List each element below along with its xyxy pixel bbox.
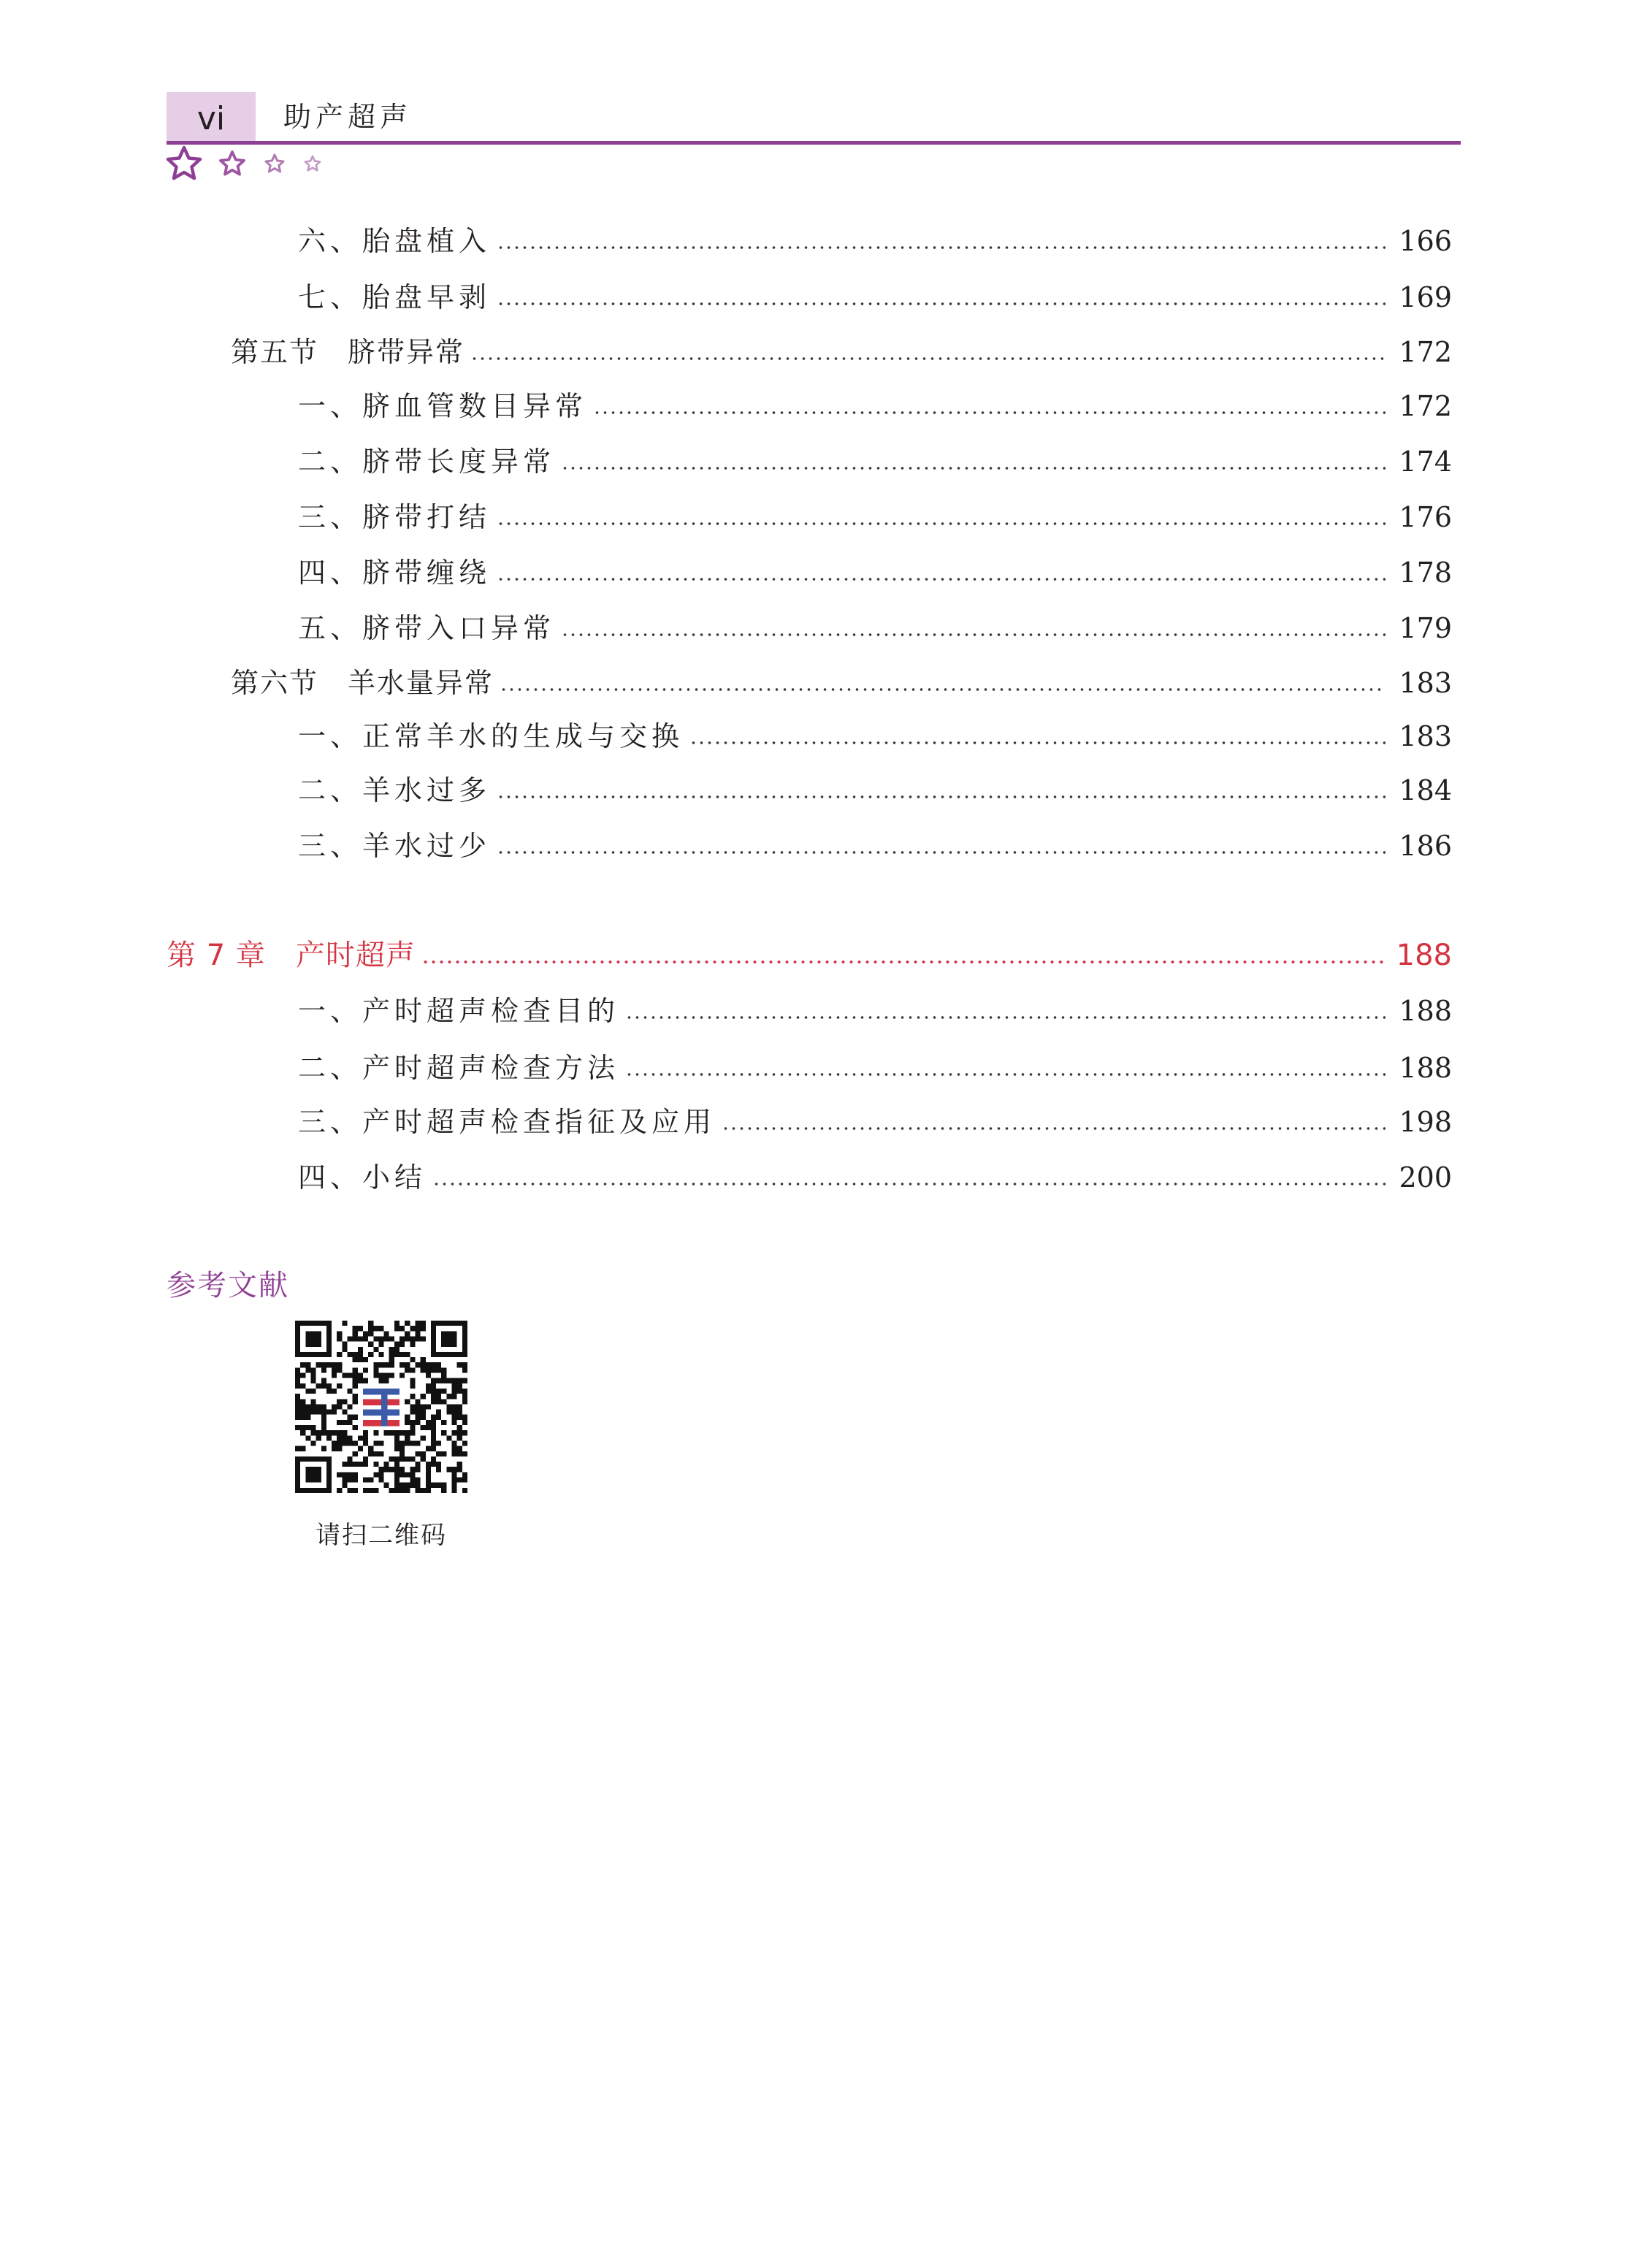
header-book-title: 助产超声 [283,101,413,133]
toc-entry-page: 188 [1396,939,1452,972]
toc-entry-label: 一、产时超声检查目的 [298,995,620,1027]
toc-entry-label: 三、产时超声检查指征及应用 [298,1106,716,1138]
toc-leader-dots [497,795,1385,799]
toc-entry-label: 四、脐带缠绕 [298,557,492,589]
toc-entry-label: 三、羊水过少 [298,830,492,862]
toc-entry[interactable] [298,825,1452,866]
toc-entry-page: 188 [1399,995,1452,1027]
toc-entry[interactable] [298,552,1452,593]
toc-entry-page: 169 [1399,281,1452,313]
toc-leader-dots [625,1015,1385,1020]
toc-entry-page: 186 [1399,830,1452,862]
toc-entry-page: 200 [1399,1161,1452,1194]
toc-entry[interactable] [298,386,1452,427]
toc-entry-label: 一、正常羊水的生成与交换 [298,720,684,752]
toc-entry-page: 176 [1399,501,1452,533]
toc-leader-dots [470,356,1385,361]
toc-entry-label: 五、脐带入口异常 [298,612,556,644]
toc-entry-label: 二、脐带长度异常 [298,446,556,478]
toc-entry[interactable] [298,277,1452,318]
toc-leader-dots [722,1126,1385,1131]
toc-entry-label: 七、胎盘早剥 [298,281,492,313]
toc-entry[interactable] [231,663,1452,703]
toc-entry[interactable] [167,935,1452,976]
toc-entry-page: 166 [1399,225,1452,257]
toc-entry[interactable] [298,990,1452,1031]
toc-entry[interactable] [298,1101,1452,1142]
toc-entry-page: 174 [1399,446,1452,478]
toc-entry-label: 第 7 章 产时超声 [167,939,416,972]
toc-entry-label: 一、脐血管数目异常 [298,390,588,422]
toc-entry[interactable] [298,770,1452,811]
toc-entry-label: 第六节 羊水量异常 [231,667,494,699]
toc-entry-label: 六、胎盘植入 [298,225,492,257]
toc-entry-label: 二、产时超声检查方法 [298,1052,620,1084]
toc-entry[interactable] [298,221,1452,261]
toc-entry[interactable] [298,716,1452,757]
toc-leader-dots [497,302,1385,306]
toc-entry-page: 183 [1399,667,1452,699]
toc-entry-page: 179 [1399,612,1452,644]
toc-leader-dots [432,1182,1385,1186]
toc-entry[interactable] [298,497,1452,538]
toc-entry-label: 四、小结 [298,1161,427,1194]
qr-caption: 请扫二维码 [316,1521,447,1550]
toc-entry-page: 184 [1399,774,1452,806]
toc-entry[interactable] [298,1157,1452,1198]
toc-leader-dots [625,1072,1385,1077]
toc-leader-dots [561,633,1385,637]
toc-entry-page: 172 [1399,336,1452,368]
toc-leader-dots [497,245,1385,250]
toc-entry-label: 第五节 脐带异常 [231,336,465,368]
toc-leader-dots [497,850,1385,855]
toc-leader-dots [561,466,1385,470]
toc-entry-label: 三、脐带打结 [298,501,492,533]
toc-entry-label: 二、羊水过多 [298,774,492,806]
toc-entry[interactable] [231,332,1452,373]
toc-entry[interactable] [298,441,1452,482]
toc-entry-page: 172 [1399,390,1452,422]
toc-entry-page: 183 [1399,720,1452,752]
toc-entry[interactable] [298,608,1452,649]
toc-leader-dots [497,522,1385,526]
toc-leader-dots [689,741,1385,745]
header-page-number: vi [196,100,226,137]
qr-code-icon[interactable] [295,1321,467,1493]
toc-entry-page: 198 [1399,1106,1452,1138]
toc-entry-page: 188 [1399,1052,1452,1084]
toc-entry-page: 178 [1399,557,1452,589]
references-heading: 参考文献 [167,1269,289,1302]
toc-leader-dots [593,411,1385,415]
toc-leader-dots [421,960,1383,964]
toc-leader-dots [500,687,1385,692]
toc-leader-dots [497,577,1385,581]
toc-entry[interactable] [298,1047,1452,1088]
